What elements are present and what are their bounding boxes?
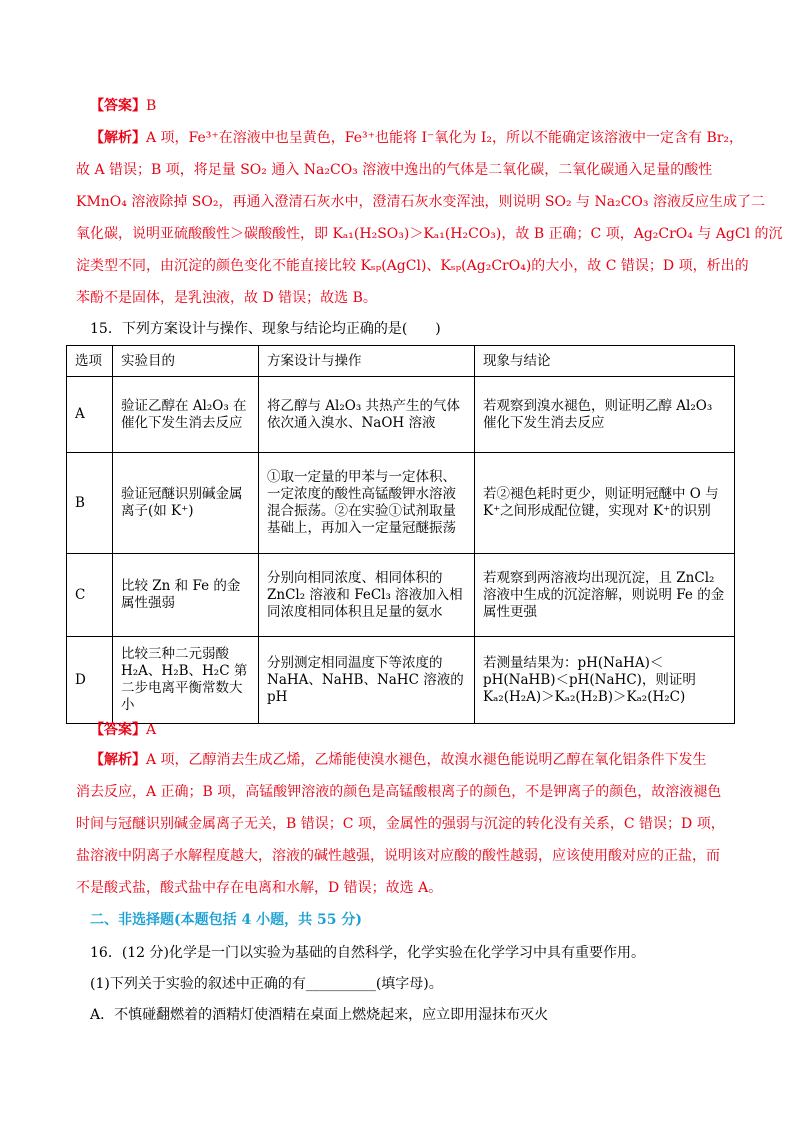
answer-line	[90, 96, 156, 116]
answer-value: B	[146, 98, 157, 114]
question-stem: 16．(12 分)化学是一门以实验为基础的自然科学，化学实验在化学学习中具有重要作用。	[90, 945, 646, 961]
purpose-cell: 比较 Zn 和 Fe 的金属性强弱	[113, 554, 259, 637]
result-cell: 若观察到溴水褪色，则证明乙醇 Al₂O₃ 催化下发生消去反应	[475, 377, 735, 453]
option-cell: B	[67, 453, 113, 554]
analysis-label: 【解析】	[90, 752, 146, 768]
analysis-text: 盐溶液中阴离子水解程度越大，溶液的碱性越强，说明该对应酸的酸性越弱，应该使用酸对应的正盐，而	[76, 848, 720, 864]
method-cell: 分别测定相同温度下等浓度的 NaHA、NaHB、NaHC 溶液的 pH	[259, 637, 475, 724]
table-row	[67, 554, 735, 637]
method-cell: ①取一定量的甲苯与一定体积、一定浓度的酸性高锰酸钾水溶液混合振荡。②在实验①试剂取量基础上，再加入一定量冠醚振荡	[259, 453, 475, 554]
experiment-table	[66, 345, 735, 724]
purpose-cell: 比较三种二元弱酸 H₂A、H₂B、H₂C 第二步电离平衡常数大小	[113, 637, 259, 724]
answer-label: 【答案】	[90, 98, 146, 114]
section-title: 二、非选择题(本题包括 4 小题，共 55 分)	[90, 912, 362, 928]
method-cell: 将乙醇与 Al₂O₃ 共热产生的气体依次通入溴水、NaOH 溶液	[259, 377, 475, 453]
table-header-cell: 方案设计与操作	[259, 346, 475, 377]
analysis-label: 【解析】	[90, 130, 146, 146]
method-cell: 分别向相同浓度、相同体积的 ZnCl₂ 溶液和 FeCl₃ 溶液加入相同浓度相同体积且足量的氨水	[259, 554, 475, 637]
analysis-text: 故 A 错误；B 项，将足量 SO₂ 通入 Na₂CO₃ 溶液中逸出的气体是二氧化碳，二氧化碳通入足量的酸性	[76, 162, 713, 178]
table-header-cell: 选项	[67, 346, 113, 377]
analysis-text: 不是酸式盐，酸式盐中存在电离和水解，D 错误；故选 A。	[76, 880, 443, 896]
answer-line	[90, 720, 156, 740]
table-header-cell: 现象与结论	[475, 346, 735, 377]
analysis-text: 时间与冠醚识别碱金属离子无关，B 错误；C 项，金属性的强弱与沉淀的转化没有关系，C 错误；D 项，	[76, 816, 725, 832]
analysis-line	[90, 128, 743, 148]
analysis-text: 苯酚不是固体，是乳浊液，故 D 错误；故选 B。	[76, 290, 377, 306]
question-stem: 15．下列方案设计与操作、现象与结论均正确的是( )	[90, 321, 441, 337]
answer-label: 【答案】	[90, 722, 146, 738]
option-cell: C	[67, 554, 113, 637]
result-cell: 若测量结果为：pH(NaHA)＜pH(NaHB)＜pH(NaHC)，则证明 Kₐ₂(H₂A)＞Kₐ₂(H₂B)＞Kₐ₂(H₂C)	[475, 637, 735, 724]
result-cell: 若②褪色耗时更少，则证明冠醚中 O 与 K⁺之间形成配位键，实现对 K⁺的识别	[475, 453, 735, 554]
analysis-text: KMnO₄ 溶液除掉 SO₂，再通入澄清石灰水中，澄清石灰水变浑浊，则说明 SO₂ 与 Na₂CO₃ 溶液反应生成了二	[76, 194, 765, 210]
table-row	[67, 377, 735, 453]
purpose-cell: 验证乙醇在 Al₂O₃ 在催化下发生消去反应	[113, 377, 259, 453]
option-cell: D	[67, 637, 113, 724]
option-cell: A	[67, 377, 113, 453]
sub-question: (1)下列关于实验的叙述中正确的有__________(填字母)。	[90, 976, 443, 992]
analysis-text: 淀类型不同，由沉淀的颜色变化不能直接比较 Kₛₚ(AgCl)、Kₛₚ(Ag₂CrO₄)的大小，故 C 错误；D 项，析出的	[76, 258, 749, 274]
table-header-row	[67, 346, 735, 377]
table-header-cell: 实验目的	[113, 346, 259, 377]
analysis-text: A 项，乙醇消去生成乙烯，乙烯能使溴水褪色，故溴水褪色能说明乙醇在氧化铝条件下发生	[146, 752, 707, 768]
analysis-text: A 项，Fe³⁺在溶液中也呈黄色，Fe³⁺也能将 I⁻氧化为 I₂，所以不能确定该溶液中一定含有 Br₂，	[146, 130, 744, 146]
option-text: A．不慎碰翻燃着的酒精灯使酒精在桌面上燃烧起来，应立即用湿抹布灭火	[90, 1007, 549, 1023]
analysis-line	[90, 750, 707, 770]
table-row	[67, 637, 735, 724]
analysis-text: 消去反应，A 正确；B 项，高锰酸钾溶液的颜色是高锰酸根离子的颜色，不是钾离子的颜色，故溶液褪色	[76, 784, 722, 800]
analysis-text: 氧化碳，说明亚硫酸酸性＞碳酸酸性，即 Kₐ₁(H₂SO₃)＞Kₐ₁(H₂CO₃)，故 B 正确；C 项，Ag₂CrO₄ 与 AgCl 的沉	[76, 226, 783, 242]
result-cell: 若观察到两溶液均出现沉淀，且 ZnCl₂ 溶液中生成的沉淀溶解，则说明 Fe 的金属性更强	[475, 554, 735, 637]
answer-value: A	[146, 722, 157, 738]
table-row	[67, 453, 735, 554]
purpose-cell: 验证冠醚识别碱金属离子(如 K⁺)	[113, 453, 259, 554]
